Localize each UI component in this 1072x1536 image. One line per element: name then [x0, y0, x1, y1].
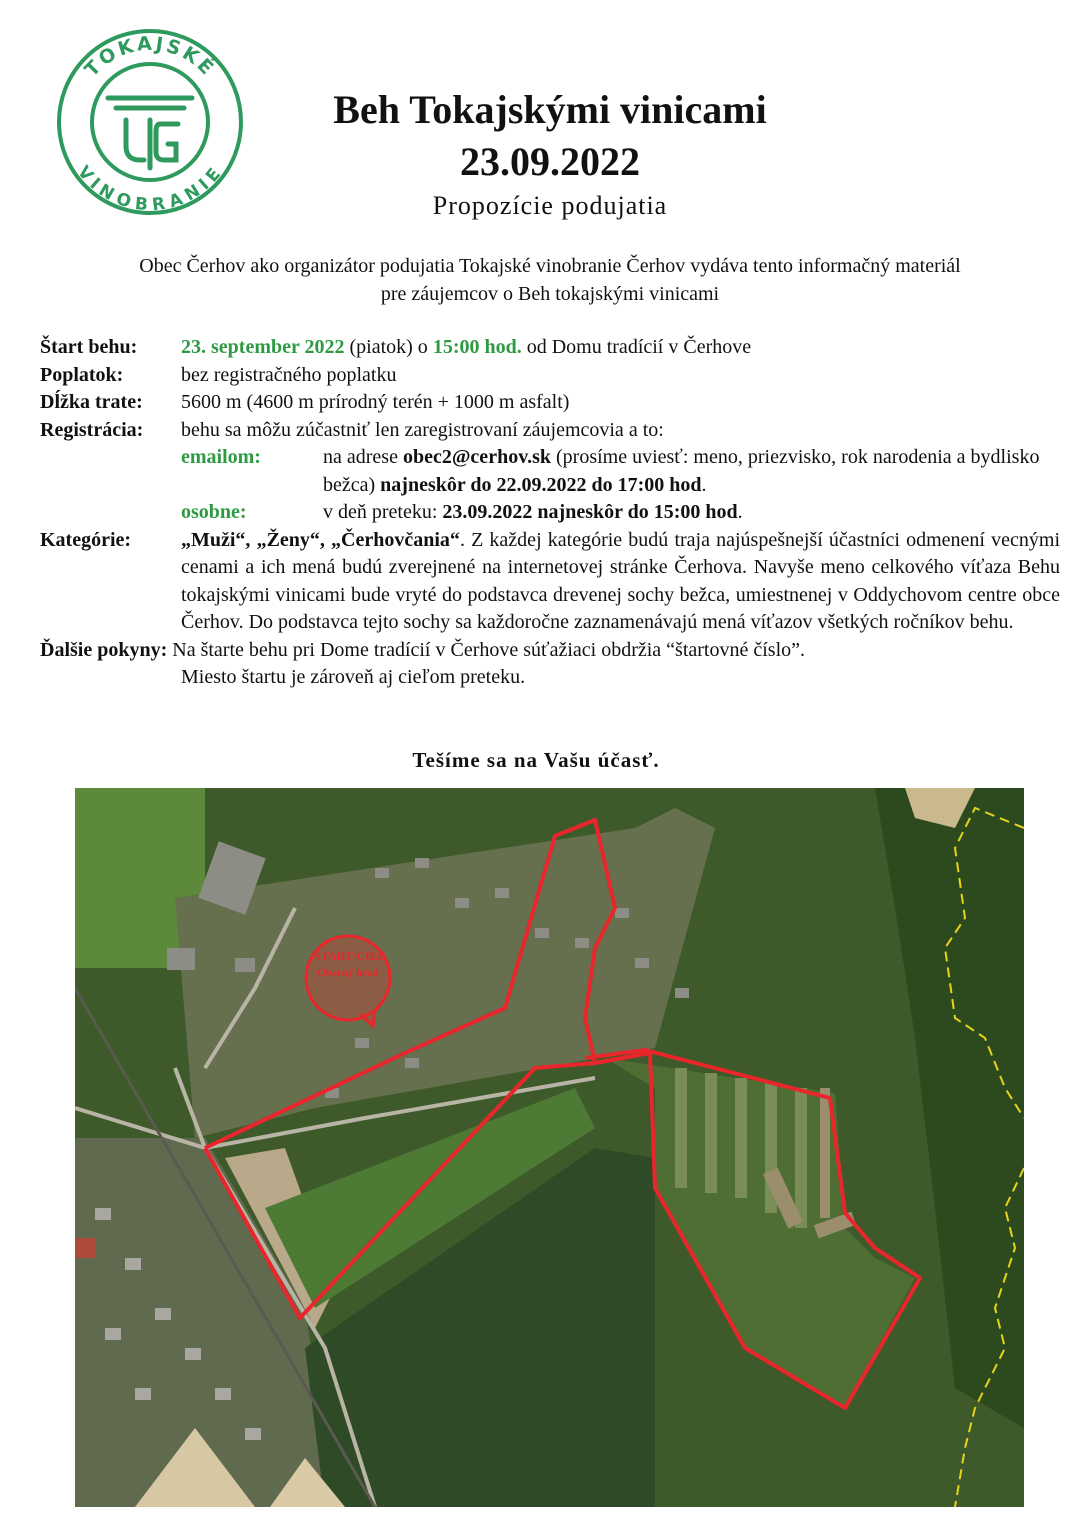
registration-label: Registrácia: [40, 418, 144, 441]
registration-personal: osobne: v deň preteku: 23.09.2022 najneskôr do 15:00 hod. [181, 499, 1060, 527]
fee-value: bez registračného poplatku [181, 363, 397, 386]
page-subtitle: Propozície podujatia [432, 191, 668, 220]
svg-text:VINOBRANIE: VINOBRANIE [73, 162, 227, 216]
length-value: 5600 m (4600 m prírodný terén + 1000 m asfalt) [181, 391, 570, 413]
event-details [40, 334, 1060, 692]
start-date: 23. september 2022 [181, 336, 345, 358]
closing-line: Tešíme sa na Vašu účasť. [412, 748, 660, 772]
route-map [75, 788, 1024, 1507]
start-finish-label: ŠTART/CIEĽ [314, 949, 386, 963]
length-row [40, 389, 1060, 417]
intro-paragraph: Obec Čerhov ako organizátor podujatia Tokajské vinobranie Čerhov vydáva tento informačný materiál pre záujemcov o Beh tokajskými vinicami [139, 255, 961, 305]
fee-row [40, 362, 1060, 390]
category-names: „Muži“, „Ženy“, „Čerhovčania“ [181, 528, 460, 551]
start-row: Štart behu: 23. september 2022 (piatok) o 15:00 hod. od Domu tradícií v Čerhove [40, 334, 1060, 362]
email-address[interactable]: obec2@cerhov.sk [402, 446, 551, 468]
start-label: Štart behu: [40, 336, 138, 358]
start-finish-place: Obecný hrad [317, 967, 379, 979]
registration-row [40, 417, 1060, 445]
tokajske-vinobranie-logo [56, 28, 244, 216]
registration-value: behu sa môžu zúčastniť len zaregistrovaní záujemcovia a to: [181, 418, 664, 441]
categories-row: Kategórie: „Muži“, „Ženy“, „Čerhovčania“. Z každej kategórie budú traja najúspešnejší účastníci odmenení vecnými cenami a ich mená budú zverejnené na internetovej stránke Čerhova. Navyše meno celkového víťaza Behu tokajskými vinicami bude vryté do podstavca drevenej sochy bežca, umiestnenej v Oddychovom centre obce Čerhov. Do podstavca tejto sochy sa každoročne zaznamenávajú mená víťazov všetkých ročníkov behu. [40, 528, 1060, 633]
other-row: Ďalšie pokyny: Na štarte behu pri Dome tradícií v Čerhove súťažiaci obdržia “štartovné číslo”. Miesto štartu je zároveň aj cieľom preteku. [40, 638, 806, 688]
svg-text:TOKAJSKÉ: TOKAJSKÉ [80, 32, 220, 82]
page-title: Beh Tokajskými vinicami [333, 87, 767, 132]
categories-label: Kategórie: [40, 528, 132, 551]
fee-label: Poplatok: [40, 363, 124, 386]
start-time: 15:00 hod. [432, 336, 522, 358]
email-label: emailom: [181, 446, 261, 468]
other-label: Ďalšie pokyny: [40, 638, 168, 661]
personal-label: osobne: [181, 501, 247, 523]
length-label: Dĺžka trate: [40, 391, 143, 413]
registration-email: emailom: na adrese obec2@cerhov.sk (prosíme uviesť: meno, priezvisko, rok narodenia a bydlisko bežca) najneskôr do 22.09.2022 do 17:00 hod. [181, 446, 1040, 496]
event-date: 23.09.2022 [460, 139, 640, 184]
